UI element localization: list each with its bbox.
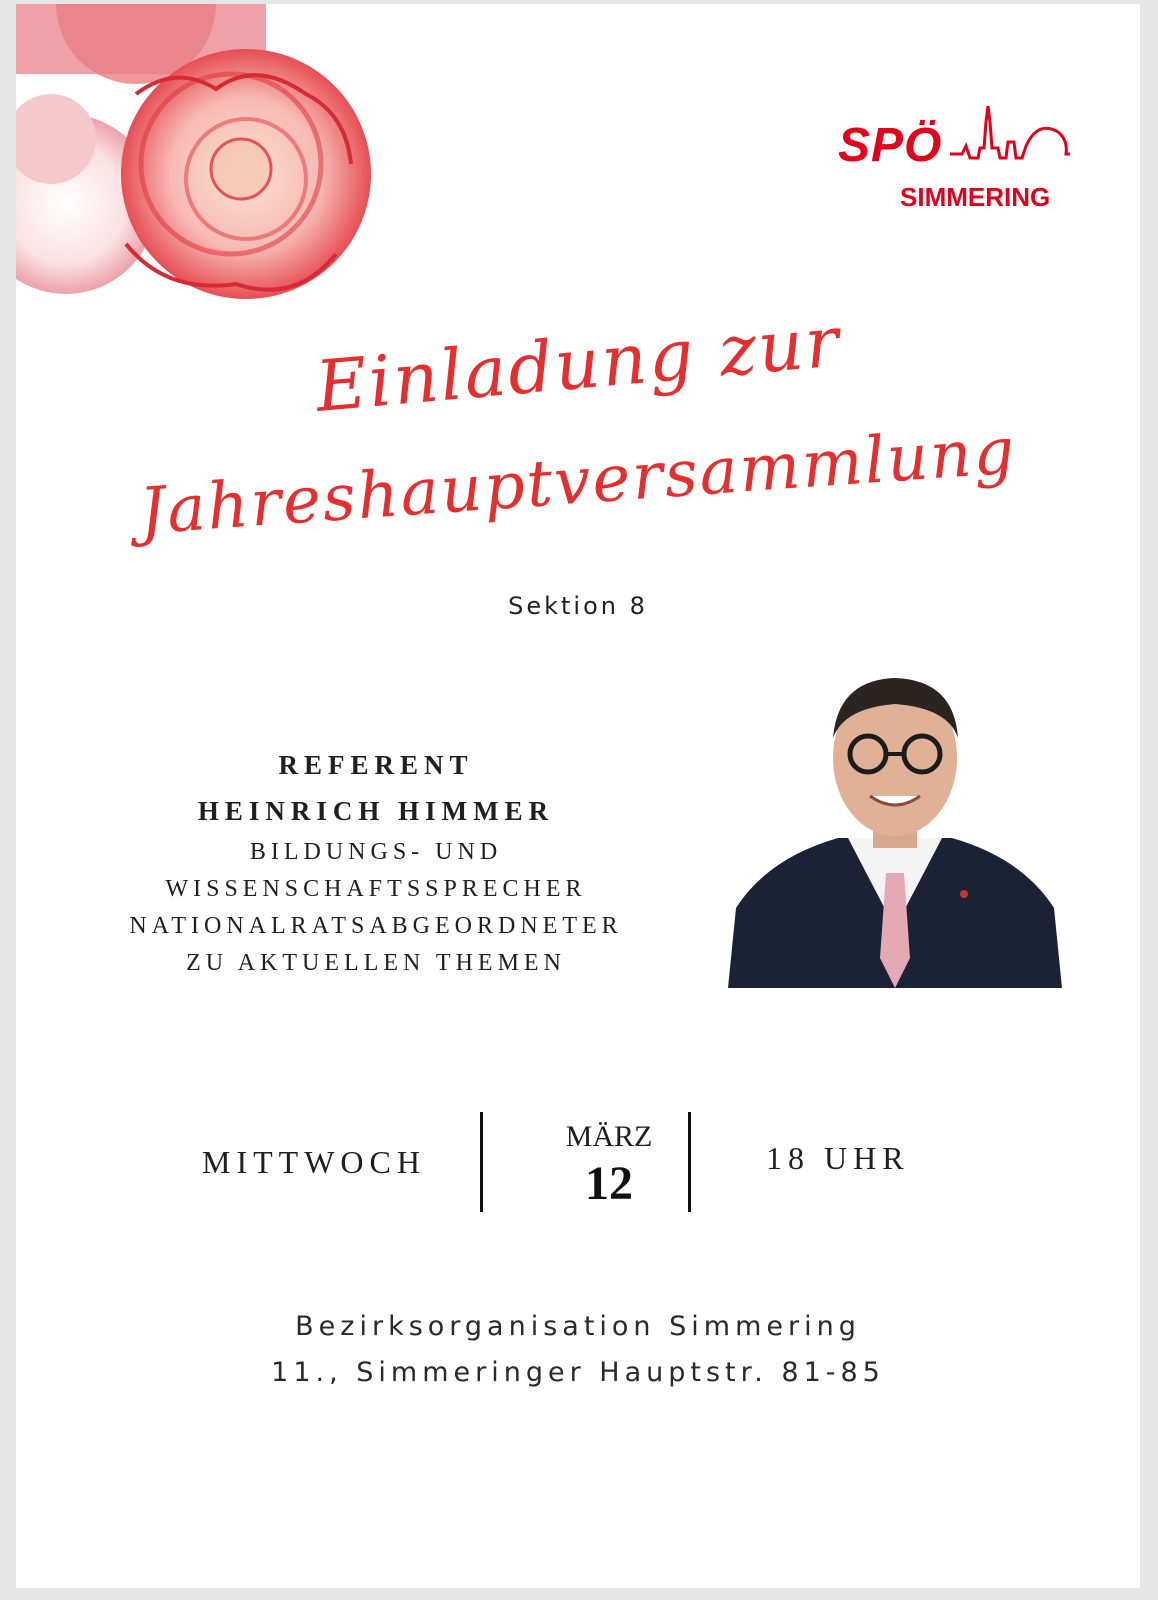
divider-right [688, 1112, 691, 1212]
carnation-flowers-decoration [16, 4, 386, 334]
spoe-simmering-logo [816, 74, 1096, 294]
event-date-row [16, 1104, 1140, 1214]
logo-sub-text: SIMMERING [900, 182, 1051, 212]
speaker-portrait [728, 658, 1062, 988]
invitation-page [16, 4, 1140, 1588]
speaker-label: REFERENT [278, 750, 474, 780]
city-skyline-icon [948, 102, 1072, 172]
speaker-block [96, 742, 656, 982]
speaker-role-3: NATIONALRATSABGEORDNETER [129, 913, 623, 939]
speaker-role-1: BILDUNGS- UND [249, 839, 503, 865]
event-weekday: MITTWOCH [202, 1144, 426, 1180]
event-day: 12 [585, 1157, 633, 1210]
speaker-name: HEINRICH HIMMER [197, 796, 555, 826]
speaker-topic: ZU AKTUELLEN THEMEN [186, 950, 566, 976]
section-label: Sektion 8 [508, 592, 648, 620]
event-time: 18 UHR [766, 1140, 910, 1176]
title-line-1: Einladung zur [312, 300, 844, 428]
divider-left [480, 1112, 483, 1212]
venue-address: 11., Simmeringer Hauptstr. 81-85 [271, 1357, 885, 1388]
logo-main-text: SPÖ [838, 119, 943, 172]
speaker-role-2: WISSENSCHAFTSSPRECHER [165, 876, 587, 902]
venue-block [16, 1304, 1140, 1396]
venue-name: Bezirksorganisation Simmering [295, 1311, 861, 1342]
event-month: MÄRZ [565, 1120, 653, 1153]
title-line-2: Jahreshauptversammlung [137, 414, 1019, 550]
